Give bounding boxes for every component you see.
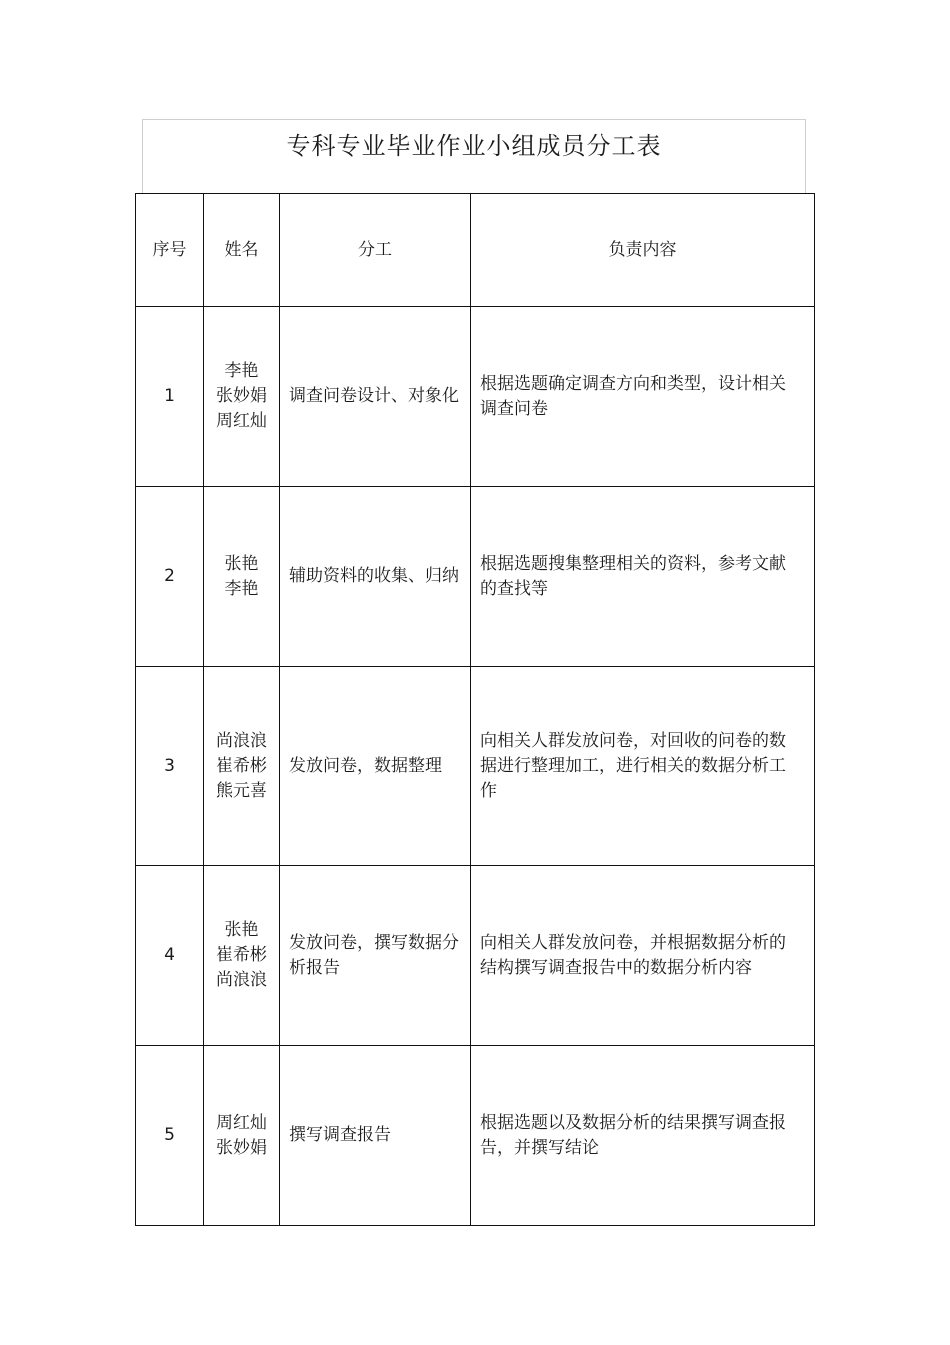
member-name: 张艳 xyxy=(224,920,259,940)
member-name: 张艳 xyxy=(224,553,259,574)
row-task: 发放问卷，数据整理 xyxy=(280,667,471,866)
header-responsibility: 负责内容 xyxy=(471,194,815,307)
row-responsibility: 向相关人群发放问卷，并根据数据分析的结构撰写调查报告中的数据分析内容 xyxy=(471,866,815,1046)
member-name: 李艳 xyxy=(224,578,259,599)
title-box xyxy=(142,119,806,193)
assignment-table xyxy=(135,193,815,1226)
row-number: 3 xyxy=(136,667,204,866)
table-row xyxy=(136,1046,815,1226)
row-responsibility: 根据选题搜集整理相关的资料，参考文献的查找等 xyxy=(471,487,815,667)
row-task: 发放问卷，撰写数据分析报告 xyxy=(280,866,471,1046)
row-number: 5 xyxy=(136,1046,204,1226)
table-row xyxy=(136,866,815,1046)
member-name: 尚浪浪 xyxy=(216,970,267,990)
row-responsibility: 根据选题确定调查方向和类型，设计相关调查问卷 xyxy=(471,307,815,487)
member-name: 周红灿 xyxy=(216,411,267,431)
row-names xyxy=(204,307,280,487)
member-name: 熊元喜 xyxy=(216,780,267,801)
row-names xyxy=(204,487,280,667)
table-row xyxy=(136,307,815,487)
member-name: 崔希彬 xyxy=(216,945,267,965)
member-name: 张妙娟 xyxy=(216,386,267,406)
header-name: 姓名 xyxy=(204,194,280,307)
row-names xyxy=(204,866,280,1046)
row-responsibility: 向相关人群发放问卷，对回收的问卷的数据进行整理加工，进行相关的数据分析工作 xyxy=(471,667,815,866)
row-task: 撰写调查报告 xyxy=(280,1046,471,1226)
row-number: 1 xyxy=(136,307,204,487)
row-number: 4 xyxy=(136,866,204,1046)
member-name: 尚浪浪 xyxy=(216,730,267,751)
row-number: 2 xyxy=(136,487,204,667)
table-row xyxy=(136,667,815,866)
header-task: 分工 xyxy=(280,194,471,307)
row-task: 调查问卷设计、对象化 xyxy=(280,307,471,487)
member-name: 张妙娟 xyxy=(216,1137,267,1158)
row-responsibility: 根据选题以及数据分析的结果撰写调查报告，并撰写结论 xyxy=(471,1046,815,1226)
member-name: 崔希彬 xyxy=(216,755,267,776)
row-names xyxy=(204,667,280,866)
member-name: 周红灿 xyxy=(216,1112,267,1133)
table-header-row xyxy=(136,194,815,307)
row-names xyxy=(204,1046,280,1226)
page-title: 专科专业毕业作业小组成员分工表 xyxy=(286,132,662,160)
member-name: 李艳 xyxy=(224,361,259,381)
row-task: 辅助资料的收集、归纳 xyxy=(280,487,471,667)
table-row xyxy=(136,487,815,667)
header-number: 序号 xyxy=(136,194,204,307)
